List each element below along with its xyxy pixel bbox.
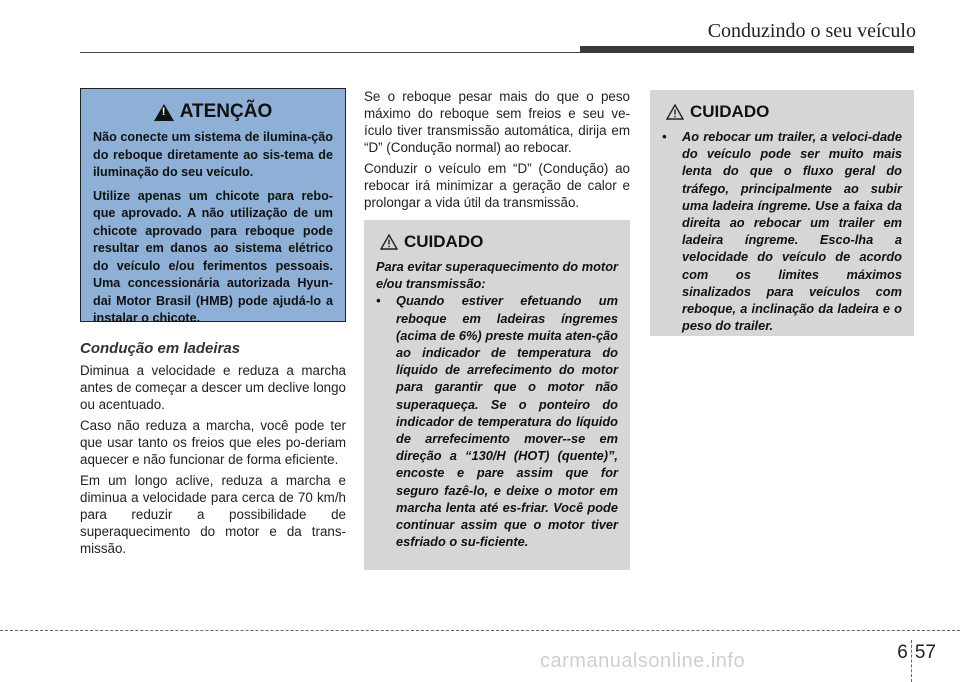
body-paragraph: Caso não reduza a marcha, você pode ter que usar tanto os freios que eles po-deriam aquecer e não funcionar de forma eficiente.	[80, 418, 346, 467]
atencao-warning-box	[80, 88, 346, 325]
cuidado-title-row	[380, 232, 618, 252]
section-heading: Condução em ladeiras	[80, 340, 241, 357]
header-accent-bar	[580, 46, 914, 53]
atencao-title: ATENÇÃO	[179, 101, 273, 122]
body-paragraph: Conduzir o veículo em “D” (Condução) ao rebocar irá minimizar a geração de calor e prolongar a vida útil da transmissão.	[364, 161, 630, 210]
warning-triangle-outline-icon	[666, 104, 684, 120]
cuidado-title: CUIDADO	[690, 102, 770, 121]
atencao-paragraph: Não conecte um sistema de ilumina-ção do reboque diretamente ao sis-tema de iluminação do seu veículo.	[93, 130, 333, 179]
cuidado-box-overheating	[364, 220, 630, 570]
atencao-title-row	[93, 101, 333, 123]
atencao-body	[93, 129, 333, 328]
cuidado-intro: Para evitar superaquecimento do motor e/ou transmissão:	[376, 259, 618, 292]
body-paragraph: Em um longo aclive, reduza a marcha e diminua a velocidade para cerca de 70 km/h para reduzir a possibilidade de superaquecimento do motor e da trans-missão.	[80, 473, 346, 556]
column2-body	[364, 88, 630, 215]
warning-triangle-outline-icon	[380, 234, 398, 250]
cuidado-body	[376, 258, 618, 550]
body-paragraph: Diminua a velocidade e reduza a marcha antes de começar a descer um declive longo ou acentuado.	[80, 363, 346, 412]
bullet-marker: •	[376, 293, 381, 309]
cuidado-body	[662, 128, 902, 334]
atencao-paragraph: Utilize apenas um chicote para rebo-que aprovado. A não utilização de um chicote aprovado para reboque pode resultar em danos ao sistema elétrico do veículo e/ou ferimentos pessoais. Uma concessionária autorizada Hyun-dai Motor Brasil (HMB) pode ajudá-lo a instalar o chicote.	[93, 188, 333, 325]
chapter-number: 6	[897, 642, 908, 663]
page-number	[897, 632, 936, 674]
cuidado-bullet-item	[662, 128, 902, 334]
cuidado-box-trailer-speed	[650, 90, 914, 336]
watermark: carmanualsonline.info	[540, 650, 746, 672]
cuidado-title: CUIDADO	[404, 232, 484, 251]
warning-triangle-filled-icon	[154, 104, 174, 121]
cuidado-title-row	[666, 102, 902, 122]
bullet-marker: •	[662, 129, 667, 144]
page-number-value: 57	[914, 642, 936, 663]
footer-divider	[0, 630, 960, 631]
page-header-title: Conduzindo o seu veículo	[707, 20, 916, 42]
body-paragraph: Se o reboque pesar mais do que o peso máximo do reboque sem freios e seu ve-ículo tiver transmissão automática, dirija em “D” (Condução normal) ao rebocar.	[364, 89, 630, 155]
cuidado-bullet-text: Ao rebocar um trailer, a veloci-dade do veículo pode ser muito mais lenta do que o fluxo geral do tráfego, principalmente ao subir uma ladeira íngreme. Use a faixa da direita ao rebocar um trailer em ladeira íngreme. Esco-lha a velocidade do veículo de acordo com os limites máximos sinalizados para veículos com reboque, a inclinação da ladeira e o peso do trailer.	[682, 129, 902, 334]
cuidado-bullet-item	[376, 292, 618, 550]
section-body	[80, 362, 346, 561]
cuidado-bullet-text: Quando estiver efetuando um reboque em ladeiras íngremes (acima de 6%) preste muita aten-ção ao indicador de temperatura do líquido de arrefecimento do motor para garantir que o motor não superaqueça. Se o ponteiro do indicador de temperatura do líquido de arrefecimento mover--se em direção a “130/H (HOT) (quente)”, encoste e pare assim que for seguro fazê-lo, e deixe o motor em marcha lenta até es-friar. Você pode continuar assim que o motor tiver esfriado o su-ficiente.	[396, 293, 618, 550]
